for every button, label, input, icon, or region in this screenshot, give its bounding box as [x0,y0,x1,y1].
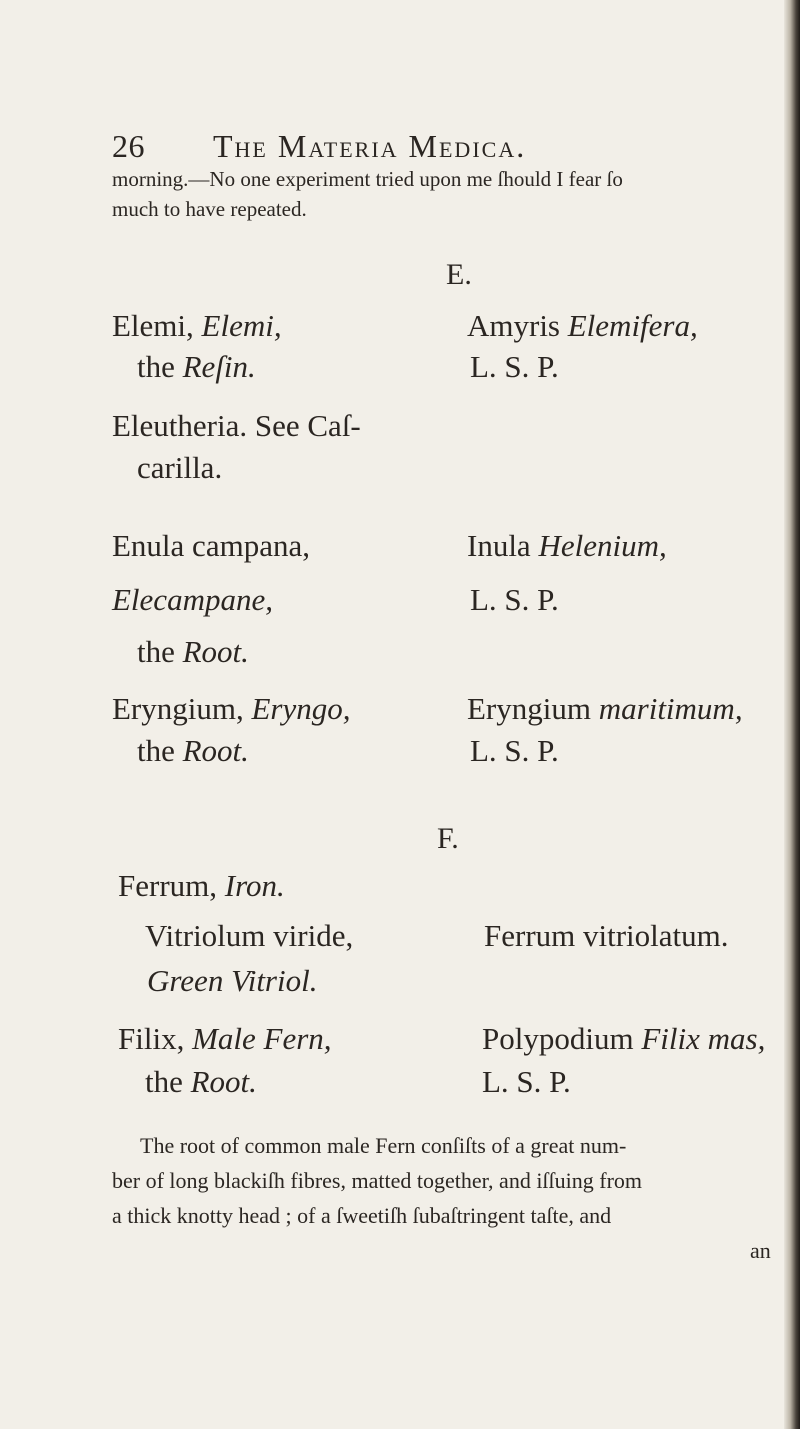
entry-italic: Root. [182,733,249,768]
intro-line-1: morning.—No one experiment tried upon me ſhould I fear ſo [112,167,623,191]
entry-text: Eryngium, [112,691,252,726]
entry-vitriolum-left: Vitriolum viride, [145,918,354,953]
page-number: 26 [112,128,145,164]
entry-italic: Green Vitriol. [147,963,318,998]
entry-text: Eryngium [467,691,599,726]
entry-italic: maritimum, [598,691,743,726]
entry-eryngium-left [112,691,351,727]
entry-filix-pharmacopoeia: L. S. P. [482,1064,571,1099]
entry-text: Ferrum, [118,868,225,903]
section-letter-f: F. [437,822,459,855]
entry-italic: Root. [190,1064,257,1099]
entry-elemi-part [137,349,256,385]
entry-text: the [145,1064,191,1099]
entry-italic: Eryngo, [251,691,351,726]
entry-italic: Reſin. [182,349,256,384]
entry-filix-left [118,1021,332,1057]
entry-green-vitriol [147,963,317,999]
entry-italic: Elecampane, [112,582,273,617]
entry-text: the [137,634,183,669]
closing-line-2: ber of long blackiſh fibres, matted together, and iſſuing from [112,1168,643,1193]
entry-eryngium-part [137,733,249,769]
entry-enula-right [467,528,667,564]
catchword: an [750,1238,771,1263]
entry-filix-right [482,1021,765,1057]
entry-eryngium-right [467,691,743,727]
entry-elecampane [112,582,273,618]
entry-elemi-right [467,308,698,344]
entry-filix-part [145,1064,257,1100]
page-binding-edge [784,0,800,1429]
entry-enula-pharmacopoeia: L. S. P. [470,582,559,617]
entry-italic: Filix mas, [641,1021,766,1056]
entry-italic: Elemifera, [567,308,698,343]
entry-text: the [137,349,183,384]
entry-italic: Male Fern, [192,1021,332,1056]
entry-text: Elemi, [112,308,202,343]
entry-enula-part [137,634,249,670]
entry-text: Amyris [467,308,568,343]
entry-italic: Elemi, [201,308,282,343]
entry-enula-left: Enula campana, [112,528,310,563]
entry-text: Filix, [118,1021,193,1056]
section-letter-e: E. [446,258,472,291]
entry-vitriolum-right: Ferrum vitriolatum. [484,918,729,953]
running-title: The Materia Medica. [213,128,527,164]
entry-italic: Iron. [224,868,285,903]
intro-line-2: much to have repeated. [112,197,307,221]
entry-text: the [137,733,183,768]
closing-line-3: a thick knotty head ; of a ſweetiſh ſubaſtringent taſte, and [112,1203,612,1228]
entry-eleutheria-cont: carilla. [137,450,223,485]
closing-line-1: The root of common male Fern conſiſts of a great num- [140,1133,627,1158]
entry-text: Polypodium [482,1021,642,1056]
entry-italic: Helenium, [538,528,667,563]
entry-ferrum [118,868,285,904]
entry-text: Inula [467,528,539,563]
entry-eryngium-pharmacopoeia: L. S. P. [470,733,559,768]
entry-elemi-left [112,308,282,344]
entry-eleutheria: Eleutheria. See Caſ- [112,408,361,443]
entry-italic: Root. [182,634,249,669]
entry-elemi-pharmacopoeia: L. S. P. [470,349,559,384]
running-header [112,128,526,165]
